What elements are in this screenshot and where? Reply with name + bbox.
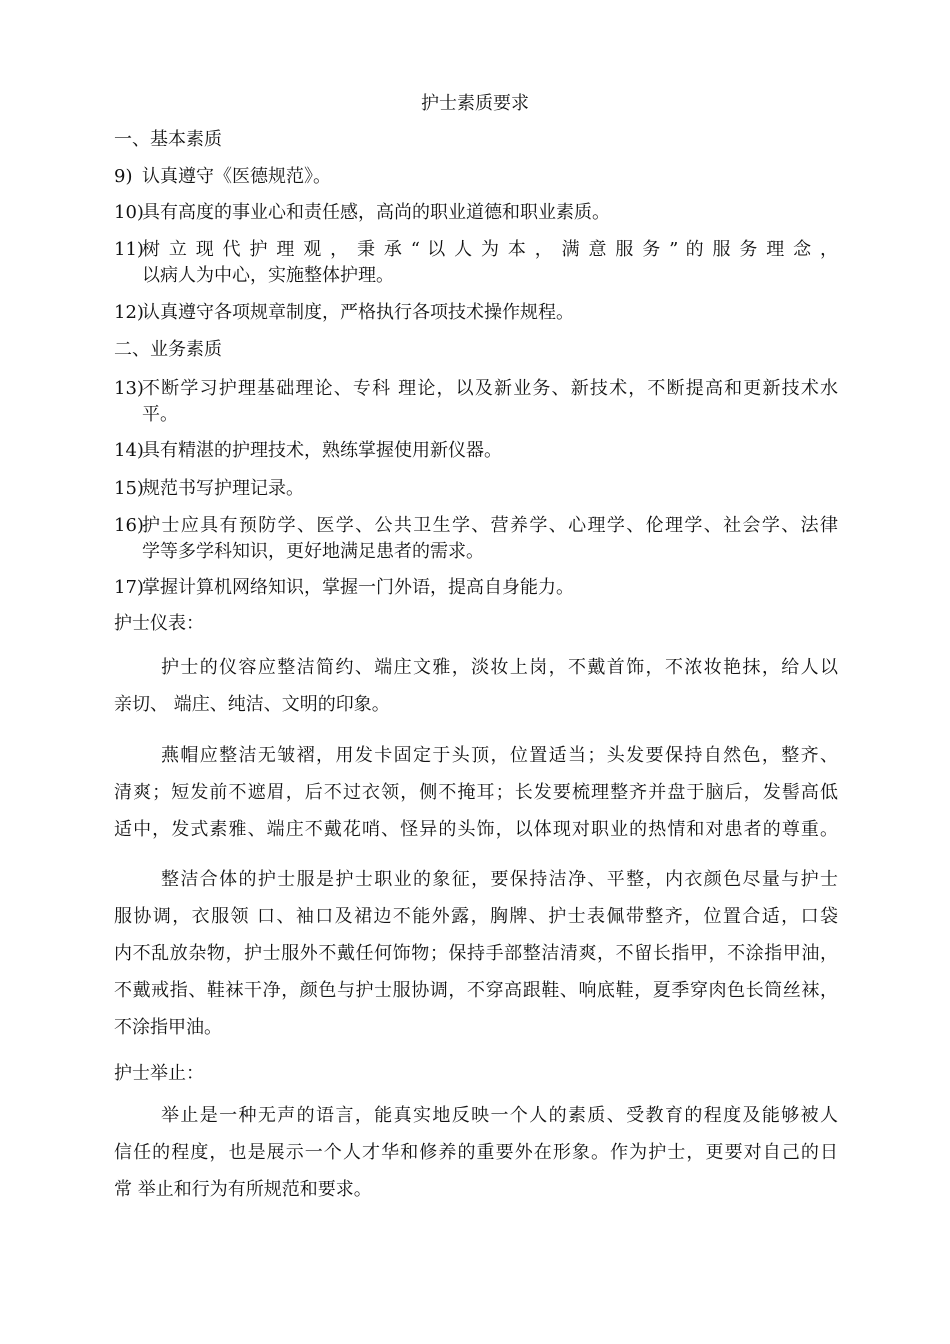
item-number: 10) bbox=[114, 202, 144, 223]
item-text-line: 护士应具有预防学、医学、公共卫生学、营养学、心理学、伦理学、社会学、法律 bbox=[142, 515, 838, 536]
paragraph bbox=[114, 649, 838, 723]
section-heading-basic: 一、基本素质 bbox=[114, 129, 222, 150]
paragraph-line: 清爽；短发前不遮眉，后不过衣领，侧不掩耳；长发要梳理整齐并盘于脑后，发髻高低 bbox=[114, 782, 838, 803]
paragraph-line: 燕帽应整洁无皱褶，用发卡固定于头顶，位置适当；头发要保持自然色，整齐、 bbox=[161, 745, 838, 766]
paragraph-line: 内不乱放杂物，护士服外不戴任何饰物；保持手部整洁清爽，不留长指甲，不涂指甲油， bbox=[114, 943, 838, 964]
paragraph-line: 护士的仪容应整洁简约、端庄文雅，淡妆上岗，不戴首饰，不浓妆艳抹，给人以 bbox=[161, 657, 838, 678]
item-number: 13) bbox=[114, 378, 144, 399]
item-text-line: 平。 bbox=[142, 404, 178, 425]
item-text: 具有精湛的护理技术，熟练掌握使用新仪器。 bbox=[142, 440, 502, 461]
section-heading-behavior: 护士举止： bbox=[114, 1063, 204, 1084]
item-text-line: 不断学习护理基础理论、专科 理论，以及新业务、新技术，不断提高和更新技术水 bbox=[142, 378, 838, 399]
paragraph-line: 适中，发式素雅、端庄不戴花哨、怪异的头饰，以体现对职业的热情和对患者的尊重。 bbox=[114, 819, 838, 840]
paragraph-line: 服协调，衣服领 口、袖口及裙边不能外露，胸牌、护士表佩带整齐，位置合适，口袋 bbox=[114, 906, 838, 927]
item-number: 9) bbox=[114, 166, 133, 187]
item-number: 11) bbox=[114, 239, 144, 260]
paragraph bbox=[114, 737, 838, 848]
list-item bbox=[114, 575, 838, 601]
paragraph-line: 亲切、 端庄、纯洁、文明的印象。 bbox=[114, 694, 390, 715]
list-item bbox=[114, 300, 838, 326]
document-title: 护士素质要求 bbox=[421, 93, 529, 114]
paragraph-line: 举止是一种无声的语言，能真实地反映一个人的素质、受教育的程度及能够被人 bbox=[161, 1105, 838, 1126]
list-item bbox=[114, 513, 838, 565]
item-text: 掌握计算机网络知识，掌握一门外语，提高自身能力。 bbox=[142, 577, 574, 598]
paragraph bbox=[114, 1097, 838, 1208]
list-item bbox=[114, 164, 838, 190]
item-text: 规范书写护理记录。 bbox=[142, 478, 304, 499]
paragraph-line: 不戴戒指、鞋袜干净，颜色与护士服协调，不穿高跟鞋、响底鞋，夏季穿肉色长筒丝袜， bbox=[114, 980, 838, 1001]
section-heading-appearance: 护士仪表： bbox=[114, 613, 204, 634]
item-text-line: 树 立 现 代 护 理 观 ， 秉 承 “ 以 人 为 本 ， 满 意 服 务 ” 的 服 务 理 念 ， bbox=[142, 239, 838, 260]
item-number: 17) bbox=[114, 577, 144, 598]
section-heading-business: 二、业务素质 bbox=[114, 339, 222, 360]
paragraph bbox=[114, 861, 838, 1046]
list-item bbox=[114, 200, 838, 226]
paragraph-line: 不涂指甲油。 bbox=[114, 1017, 222, 1038]
item-text: 具有高度的事业心和责任感，高尚的职业道德和职业素质。 bbox=[142, 202, 610, 223]
paragraph-line: 整洁合体的护士服是护士职业的象征，要保持洁净、平整，内衣颜色尽量与护士 bbox=[161, 869, 838, 890]
item-number: 15) bbox=[114, 478, 144, 499]
item-number: 14) bbox=[114, 440, 144, 461]
item-number: 16) bbox=[114, 515, 144, 536]
list-item bbox=[114, 237, 838, 289]
item-text-line: 学等多学科知识，更好地满足患者的需求。 bbox=[142, 541, 484, 562]
item-text: 认真遵守各项规章制度，严格执行各项技术操作规程。 bbox=[142, 302, 574, 323]
item-text: 认真遵守《医德规范》。 bbox=[142, 166, 331, 187]
list-item bbox=[114, 476, 838, 502]
list-item bbox=[114, 438, 838, 464]
paragraph-line: 常 举止和行为有所规范和要求。 bbox=[114, 1179, 372, 1200]
item-number: 12) bbox=[114, 302, 144, 323]
item-text-line: 以病人为中心，实施整体护理。 bbox=[142, 265, 394, 286]
paragraph-line: 信任的程度，也是展示一个人才华和修养的重要外在形象。作为护士，更要对自己的日 bbox=[114, 1142, 838, 1163]
list-item bbox=[114, 376, 838, 428]
